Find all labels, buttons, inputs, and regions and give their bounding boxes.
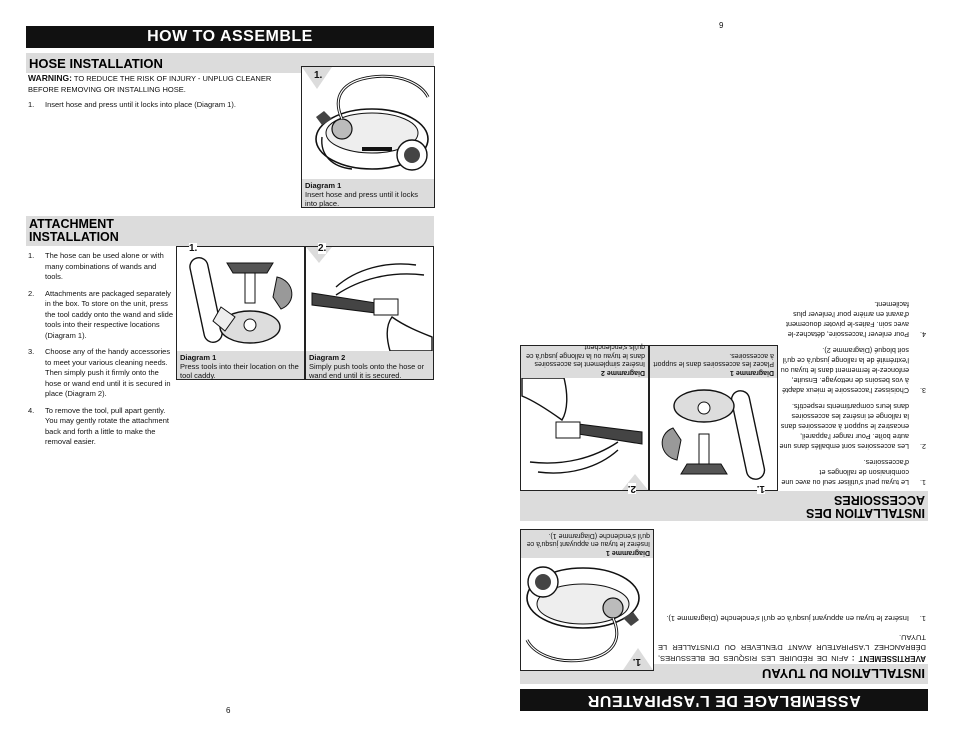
step-text: Choisissez l'accessoire le mieux adapté à vos besoins de nettoyage. Ensuite, enfoncez-le fermement dans le tuyau ou l'extrémité de la rallonge jusqu'à ce qu'il soit bloqué (Diagramme 2).	[780, 346, 909, 395]
step-number: 3.	[920, 386, 926, 395]
step-number: 1.	[28, 100, 35, 109]
attachment-diagram-1	[176, 243, 305, 380]
hose-heading-text: INSTALLATION DU TUYAU	[762, 666, 925, 681]
caption-title: Diagramme 1	[606, 549, 650, 556]
step-number: 3.	[28, 347, 35, 356]
hose-heading-text: HOSE INSTALLATION	[29, 56, 163, 71]
banner-title: ASSEMBLAGE DE L'ASPIRATEUR	[587, 692, 861, 709]
diagram-number: 1.	[632, 656, 641, 667]
step-text: Pour enlever l'accessoire, détachez-le avec soin. Faites-le pivoter doucement d'avant en arrière pour l'enlever plus facilement.	[785, 300, 909, 339]
hand-wand-illustration	[306, 247, 433, 351]
step-number: 1.	[28, 251, 35, 260]
step-text: Insert hose and press until it locks into place (Diagram 1).	[45, 100, 236, 109]
diagram-caption	[177, 351, 304, 379]
hose-step	[658, 613, 926, 624]
diagram-number: 1.	[756, 483, 765, 494]
step-text: Le tuyau peut s'utiliser seul ou avec une combinaison de rallonges et d'accessoires.	[781, 458, 909, 487]
caption-title: Diagramme 2	[601, 369, 645, 376]
step-number: 2.	[28, 288, 35, 298]
page-number: 6	[226, 706, 231, 715]
vacuum-illustration	[521, 558, 653, 670]
vacuum-illustration	[302, 67, 434, 179]
warning-text: TO REDUCE THE RISK OF INJURY - UNPLUG CLEANER BEFORE REMOVING OR INSTALLING HOSE.	[28, 74, 272, 94]
attachment-step	[28, 289, 176, 342]
attachment-diagram-2	[520, 343, 649, 494]
step-text: To remove the tool, pull apart gently. You may gently rotate the attachment back and forth a little to make the removal easier.	[45, 405, 169, 446]
step-number: 1.	[919, 614, 926, 623]
attachment-diagram-2	[305, 243, 434, 380]
hand-wand-illustration	[521, 378, 648, 490]
attachment-section-heading	[520, 491, 928, 521]
attachment-step	[28, 251, 176, 283]
caption-text: Insérez le tuyau en appuyant jusqu'à ce qu'il s'enclenche (Diagramme 1).	[526, 532, 650, 548]
attachment-heading-text	[806, 493, 925, 519]
attachment-step	[778, 345, 926, 395]
attachment-heading-line1: INSTALLATION DES	[806, 506, 925, 520]
attachment-diagram-1	[649, 345, 778, 494]
page-banner	[520, 689, 928, 711]
hose-steps	[28, 100, 296, 117]
diagram-caption	[302, 179, 434, 207]
hose-diagram	[301, 66, 435, 208]
step-text: Attachments are packaged separately in the box. To store on the unit, press the tool caddy onto the wand and slide tools into their respective locations (Diagram 1).	[45, 288, 174, 340]
attachment-section-heading	[26, 216, 434, 246]
hose-steps	[658, 607, 926, 624]
attachment-heading-text	[29, 218, 119, 244]
diagram-number: 2.	[318, 243, 327, 254]
diagram-caption	[521, 530, 653, 558]
diagram-caption	[306, 351, 433, 379]
step-text: Choose any of the handy accessories to meet your various cleaning needs. Then simply push it firmly onto the hose or wand end until it is secured in place (Diagram 2).	[45, 347, 171, 398]
attachment-heading-line1: ATTACHMENT	[29, 217, 114, 231]
warning-text: AFIN DE RÉDUIRE LES RISQUES DE BLESSURES, DÉBRANCHEZ L'ASPIRATEUR AVANT D'ENLEVER OU D'INSTALLER LE TUYAU.	[658, 633, 926, 663]
diagram-caption	[521, 343, 648, 378]
diagram-number: 1.	[314, 70, 323, 81]
step-text: The hose can be used alone or with many combinations of wands and tools.	[45, 251, 164, 281]
attachment-steps	[778, 293, 926, 487]
step-number: 1.	[920, 478, 926, 487]
attachment-step	[28, 347, 176, 400]
hose-warning	[28, 73, 296, 95]
caption-text: Insérez simplement les accessoires dans le tuyau ou la rallonge jusqu'à ce qu'ils s'enclenchent.	[526, 343, 645, 368]
step-text: Insérez le tuyau en appuyant jusqu'à ce qu'il s'enclenche (Diagramme 1).	[666, 614, 909, 623]
french-page	[520, 300, 928, 711]
caption-title: Diagramme 1	[730, 369, 774, 376]
diagram-caption	[650, 346, 777, 378]
tool-caddy-illustration	[177, 247, 304, 351]
attachment-step	[778, 401, 926, 451]
tool-caddy-illustration	[650, 378, 777, 490]
attachment-heading-line2: INSTALLATION	[29, 230, 119, 244]
attachment-step	[28, 406, 176, 448]
caption-title: Diagram 2	[309, 353, 346, 362]
step-number: 2.	[920, 442, 926, 451]
diagram-number: 2.	[627, 483, 636, 494]
caption-text: Insert hose and press until it locks into place.	[305, 190, 418, 208]
caption-text: Simply push tools onto the hose or wand end until it is secured.	[309, 362, 425, 380]
hose-diagram	[520, 529, 654, 671]
warning-label: AVERTISSEMENT :	[851, 654, 926, 663]
caption-text: Press tools into their location on the tool caddy.	[180, 362, 299, 380]
step-number: 4.	[920, 330, 926, 339]
diagram-number: 1.	[189, 243, 198, 254]
attachment-steps	[28, 251, 176, 454]
page-number: 9	[719, 21, 724, 30]
attachment-heading-line2: ACCESSOIRES	[834, 493, 925, 507]
warning-label: WARNING:	[28, 73, 72, 83]
caption-title: Diagram 1	[305, 181, 342, 190]
hose-warning	[658, 632, 926, 664]
caption-title: Diagram 1	[180, 353, 217, 362]
attachment-step	[778, 299, 926, 339]
step-text: Les accessoires sont emballés dans une autre boîte. Pour ranger l'appareil, encastrez le support à accessoires dans la rallonge et insérez les accessoires dans leurs compartiments respectifs.	[779, 402, 909, 451]
banner-title: HOW TO ASSEMBLE	[147, 28, 313, 45]
hose-step	[28, 100, 296, 111]
attachment-step	[778, 457, 926, 487]
step-number: 4.	[28, 405, 35, 415]
caption-text: Placez les accessoires dans le support à accessoires.	[653, 352, 774, 368]
page-banner	[26, 26, 434, 48]
